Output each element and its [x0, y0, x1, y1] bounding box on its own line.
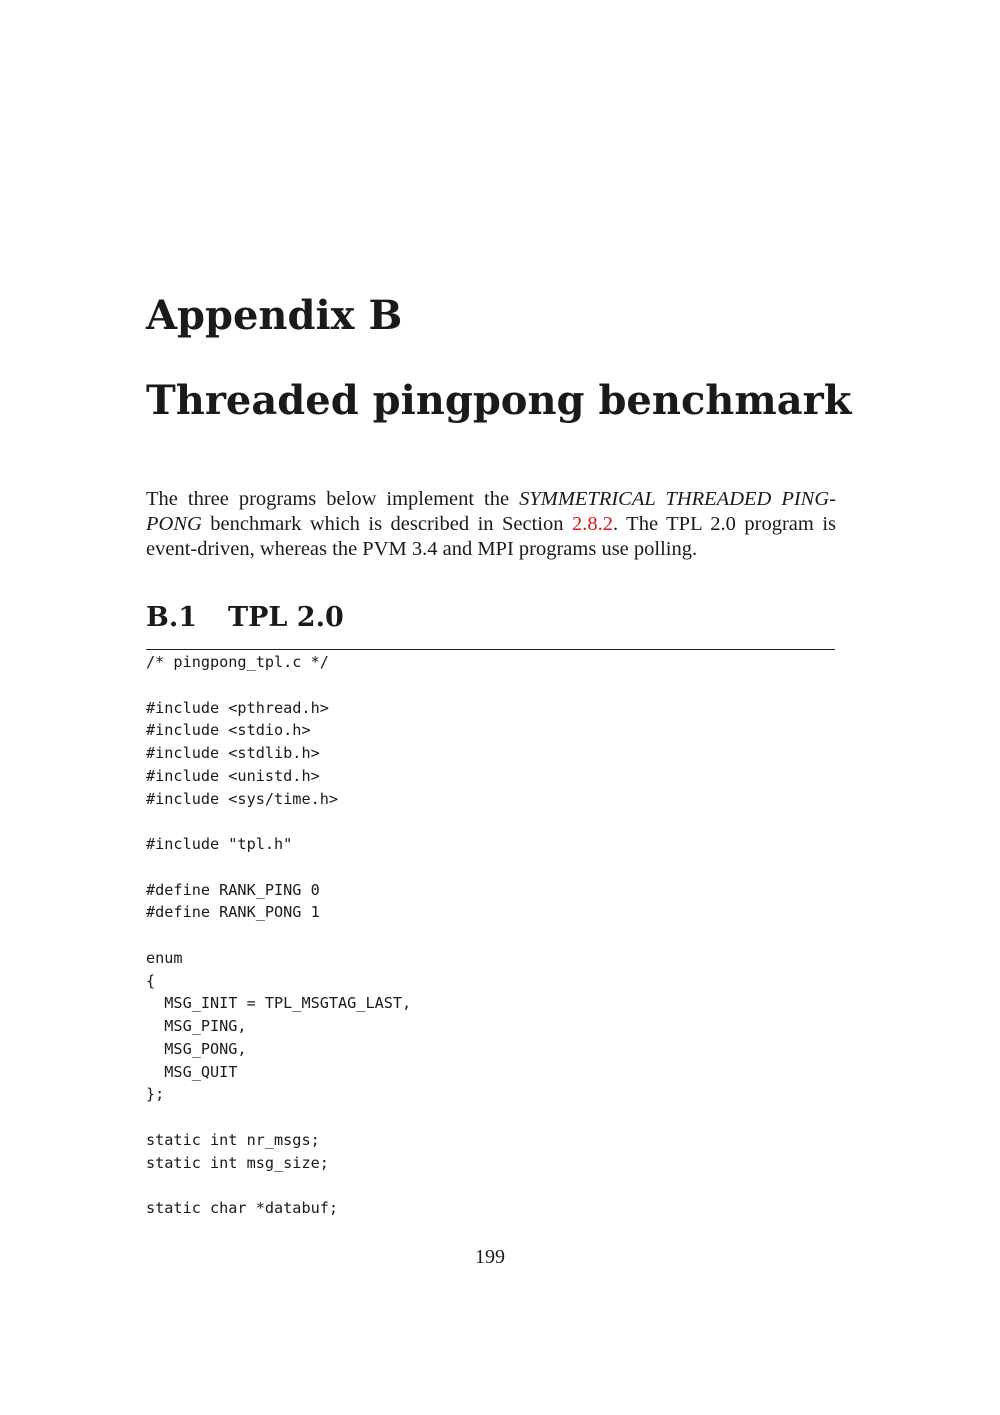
intro-line-3: event-driven, whereas the PVM 3.4 and MPI programs use polling. — [146, 538, 698, 560]
intro-text: The three programs below implement the — [146, 488, 520, 510]
code-line: #define RANK_PONG 1 — [146, 903, 320, 922]
intro-paragraph — [146, 487, 836, 562]
code-line: #define RANK_PING 0 — [146, 880, 320, 899]
code-line: { — [146, 971, 156, 990]
code-line: MSG_QUIT — [146, 1062, 238, 1081]
code-line: static int nr_msgs; — [146, 1130, 320, 1149]
section-number: B.1 — [146, 602, 198, 633]
code-line: }; — [146, 1085, 165, 1104]
code-line: MSG_PONG, — [146, 1039, 247, 1058]
section-title: TPL 2.0 — [228, 602, 344, 633]
code-listing — [146, 651, 411, 1220]
code-line — [146, 1174, 411, 1197]
intro-line-2 — [146, 512, 836, 537]
code-line: static int msg_size; — [146, 1153, 329, 1172]
section-reference-link[interactable]: 2.8.2 — [571, 513, 613, 535]
section-heading — [146, 600, 344, 636]
code-line — [146, 810, 411, 833]
intro-text: . The TPL 2.0 program is — [612, 513, 837, 535]
intro-text: benchmark which is described in Section — [201, 513, 572, 535]
code-line: MSG_INIT = TPL_MSGTAG_LAST, — [146, 994, 412, 1013]
code-line: enum — [146, 948, 183, 967]
chapter-title: Threaded pingpong benchmark — [146, 377, 852, 424]
listing-top-rule — [146, 649, 835, 650]
code-line: /* pingpong_tpl.c */ — [146, 653, 329, 671]
code-line: #include <unistd.h> — [146, 766, 320, 785]
code-line — [146, 674, 411, 697]
benchmark-name-cont: PONG — [146, 513, 202, 535]
code-line: #include "tpl.h" — [146, 835, 293, 853]
code-line: #include <stdio.h> — [146, 721, 311, 740]
code-line — [146, 856, 411, 879]
intro-line-1 — [146, 487, 836, 512]
code-line: #include <sys/time.h> — [146, 789, 339, 808]
benchmark-name: SYMMETRICAL THREADED PING- — [519, 488, 836, 510]
appendix-label: Appendix B — [146, 292, 403, 339]
code-line: #include <pthread.h> — [146, 698, 329, 717]
page-number: 199 — [475, 1246, 505, 1268]
code-line: static char *databuf; — [146, 1199, 339, 1217]
code-line — [146, 924, 411, 947]
code-line — [146, 1106, 411, 1129]
code-line: MSG_PING, — [146, 1017, 247, 1035]
code-line: #include <stdlib.h> — [146, 744, 320, 762]
